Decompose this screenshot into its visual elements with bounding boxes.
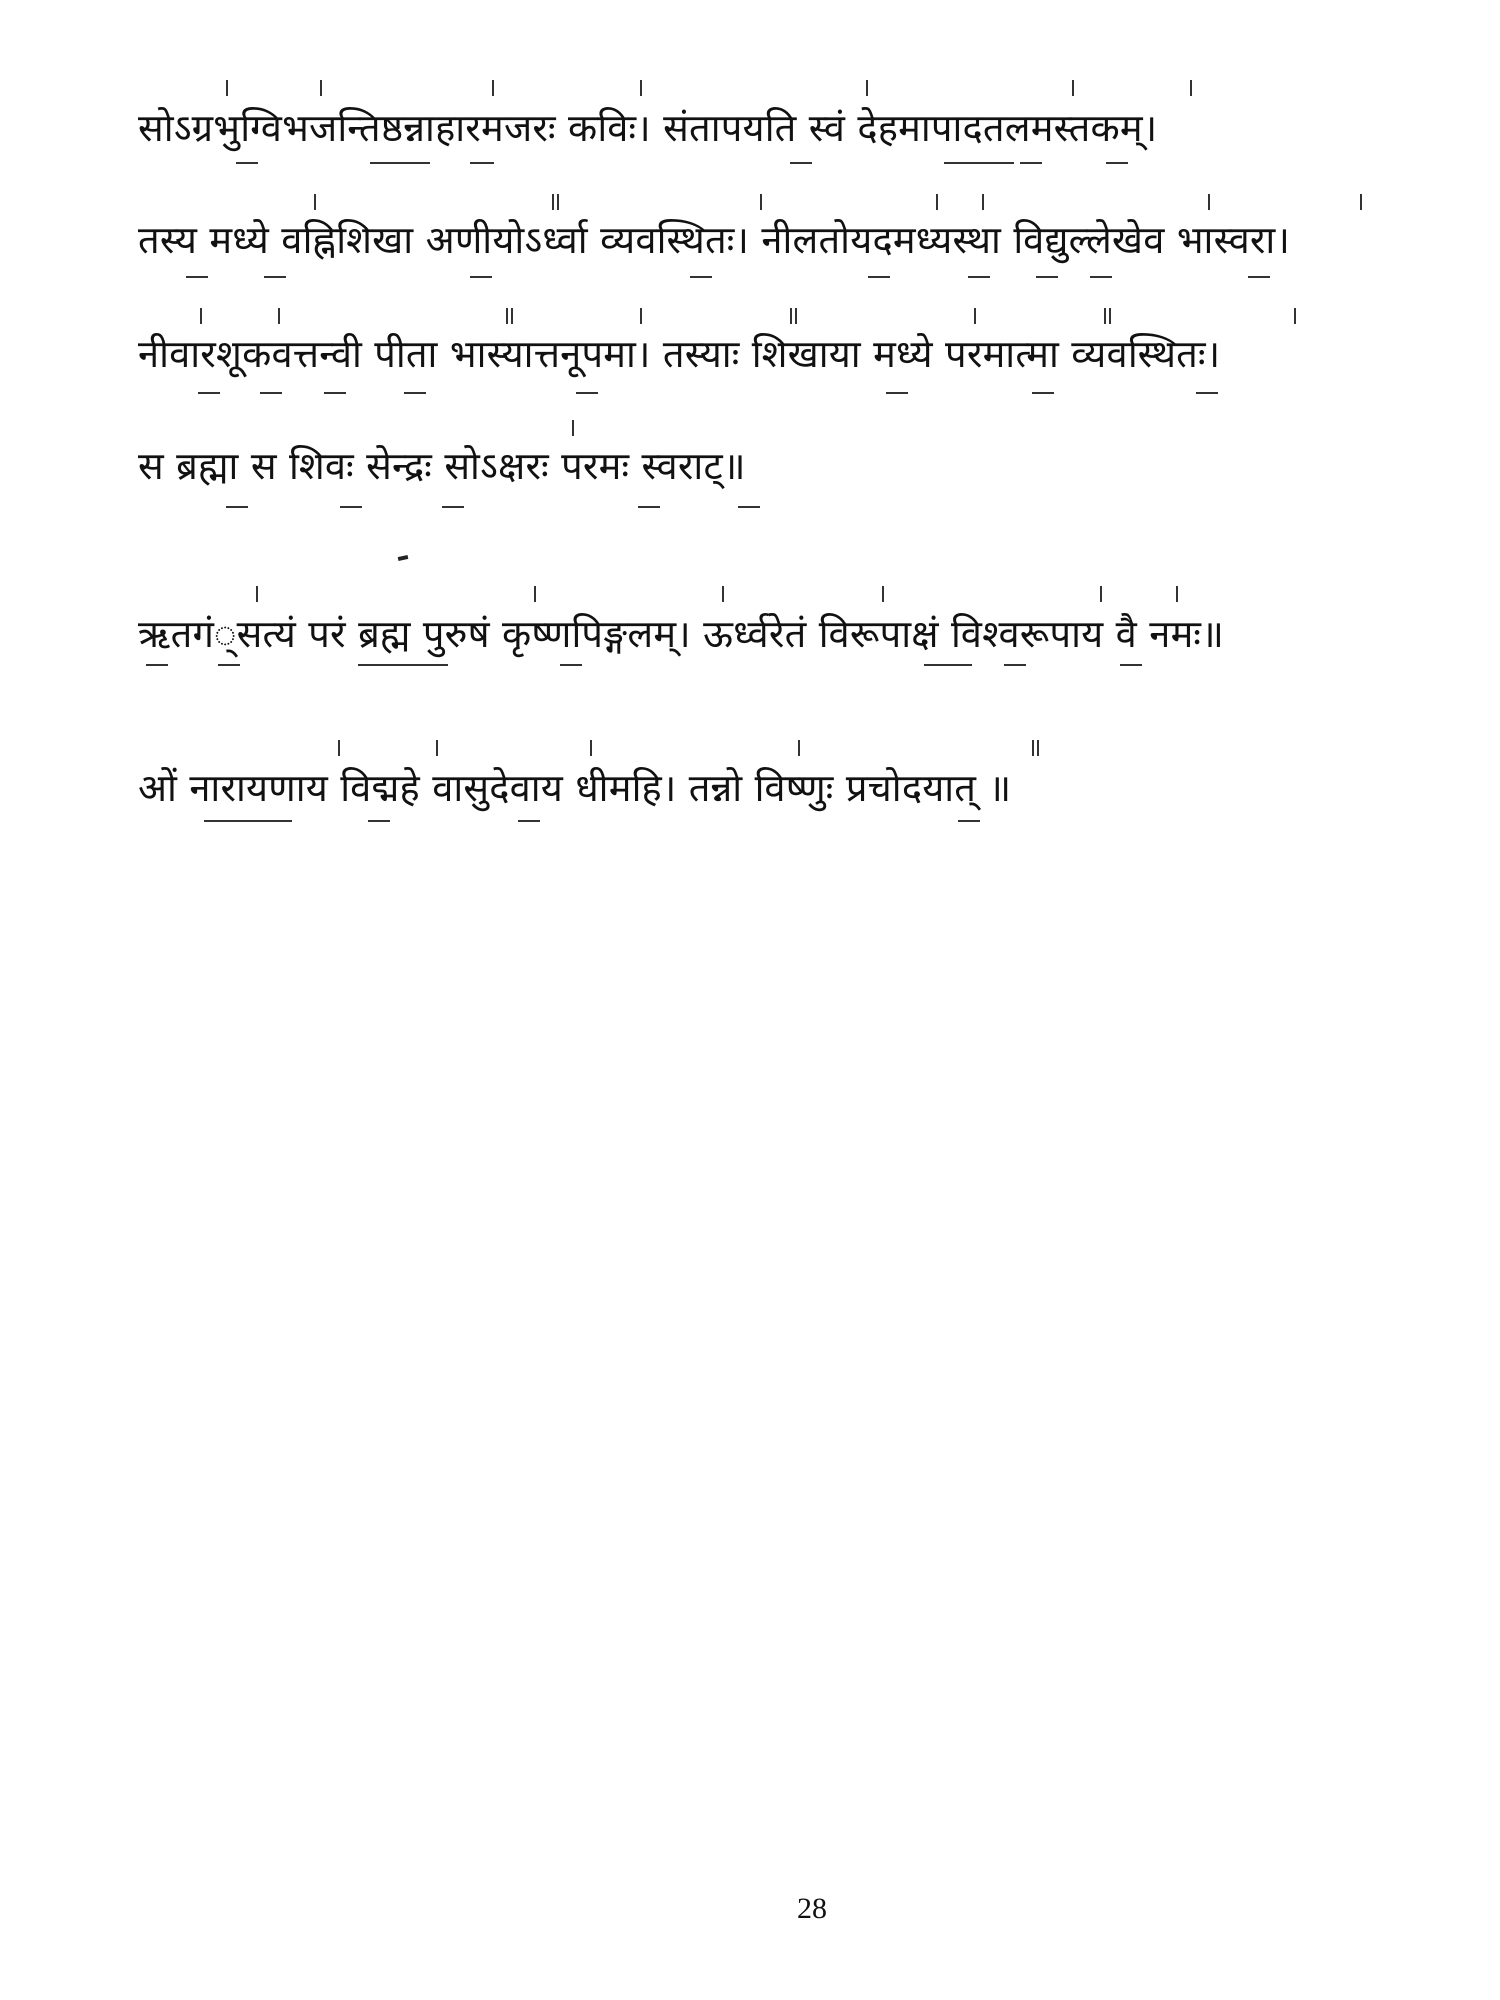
- anudatta-accent-mark: [218, 664, 240, 666]
- svarita-accent-mark: [866, 80, 868, 96]
- anudatta-accent-mark: [518, 820, 540, 822]
- anudatta-accent-mark: [1120, 664, 1142, 666]
- anudatta-accent-mark: [868, 276, 890, 278]
- anudatta-accent-mark: [738, 506, 760, 508]
- anudatta-accent-mark: [368, 820, 390, 822]
- svarita-accent-mark: [790, 308, 797, 324]
- svarita-accent-mark: [882, 586, 884, 602]
- svarita-accent-mark: [590, 740, 592, 756]
- svarita-accent-mark: [256, 586, 258, 602]
- svarita-accent-mark: [314, 194, 316, 210]
- svarita-accent-mark: [798, 740, 800, 756]
- anudatta-accent-mark: [1032, 392, 1054, 394]
- svarita-accent-mark: [320, 80, 322, 96]
- svarita-accent-mark: [338, 740, 340, 756]
- svarita-accent-mark: [436, 740, 438, 756]
- svarita-accent-mark: [982, 194, 984, 210]
- anudatta-accent-mark: [1090, 276, 1112, 278]
- verse-line-6: ओं नारायणाय विद्महे वासुदेवाय धीमहि। तन्नो विष्णुः प्रचोदयात् ॥: [138, 766, 1012, 810]
- svarita-accent-mark: [278, 308, 280, 324]
- anudatta-accent-mark: [560, 664, 582, 666]
- verse-line-3: नीवारशूकवत्तन्वी पीता भास्यात्तनूपमा। तस्याः शिखाया मध्ये परमात्मा व्यवस्थितः।: [138, 332, 1221, 376]
- anudatta-accent-mark: [690, 276, 712, 278]
- svarita-accent-mark: [1190, 80, 1192, 96]
- svarita-accent-mark: [640, 308, 642, 324]
- svarita-accent-mark: [722, 586, 724, 602]
- anudatta-accent-mark: [944, 162, 1014, 164]
- anudatta-accent-mark: [958, 820, 980, 822]
- anudatta-accent-mark: [1106, 162, 1128, 164]
- svarita-accent-mark: [1072, 80, 1074, 96]
- anudatta-accent-mark: [442, 506, 464, 508]
- anudatta-accent-mark: [1196, 392, 1218, 394]
- anudatta-accent-mark: [236, 162, 258, 164]
- anudatta-accent-mark: [358, 664, 448, 666]
- svarita-accent-mark: [936, 194, 938, 210]
- svarita-accent-mark: [1104, 308, 1111, 324]
- anudatta-accent-mark: [470, 162, 494, 164]
- svarita-accent-mark: [534, 586, 536, 602]
- svarita-accent-mark: [492, 80, 494, 96]
- svarita-accent-mark: [226, 80, 228, 96]
- anudatta-accent-mark: [260, 392, 282, 394]
- svarita-accent-mark: [506, 308, 513, 324]
- svarita-accent-mark: [640, 80, 642, 96]
- anudatta-accent-mark: [204, 820, 292, 822]
- anudatta-accent-mark: [576, 392, 598, 394]
- page-number: 28: [797, 1892, 827, 1925]
- anudatta-accent-mark: [404, 392, 426, 394]
- svarita-accent-mark: [552, 194, 559, 210]
- svarita-accent-mark: [1100, 586, 1102, 602]
- verse-line-2: तस्य मध्ये वह्निशिखा अणीयोऽर्ध्वा व्यवस्थितः। नीलतोयदमध्यस्था विद्युल्लेखेव भास्वरा।: [138, 218, 1291, 262]
- verse-line-4: स ब्रह्मा स शिवः सेन्द्रः सोऽक्षरः परमः स्वराट्॥: [138, 444, 746, 488]
- svarita-accent-mark: [1294, 308, 1296, 324]
- svarita-accent-mark: [760, 194, 762, 210]
- anudatta-accent-mark: [968, 276, 990, 278]
- anudatta-accent-mark: [370, 162, 430, 164]
- svarita-accent-mark: [974, 308, 976, 324]
- anudatta-accent-mark: [226, 506, 248, 508]
- anudatta-accent-mark: [924, 664, 972, 666]
- anudatta-accent-mark: [1248, 276, 1270, 278]
- anudatta-accent-mark: [1036, 276, 1058, 278]
- svarita-accent-mark: [1360, 194, 1362, 210]
- anudatta-accent-mark: [470, 276, 492, 278]
- anudatta-accent-mark: [886, 392, 908, 394]
- anudatta-accent-mark: [146, 664, 168, 666]
- anudatta-accent-mark: [340, 506, 362, 508]
- scan-speck: [398, 555, 409, 561]
- anudatta-accent-mark: [198, 392, 220, 394]
- svarita-accent-mark: [200, 308, 202, 324]
- anudatta-accent-mark: [1004, 664, 1026, 666]
- svarita-accent-mark: [572, 420, 574, 436]
- verse-line-5: ऋतगं्सत्यं परं ब्रह्म पुरुषं कृष्णपिङ्गलम्। ऊर्ध्वरेतं विरूपाक्षं विश्वरूपाय वै नमः॥: [138, 612, 1225, 656]
- anudatta-accent-mark: [790, 162, 812, 164]
- svarita-accent-mark: [1176, 586, 1178, 602]
- anudatta-accent-mark: [1020, 162, 1042, 164]
- anudatta-accent-mark: [186, 276, 208, 278]
- verse-line-1: सोऽग्रभुग्विभजन्तिष्ठन्नाहारमजरः कविः। संतापयति स्वं देहमापादतलमस्तकम्।: [138, 106, 1158, 150]
- svarita-accent-mark: [1032, 740, 1039, 756]
- anudatta-accent-mark: [324, 392, 346, 394]
- anudatta-accent-mark: [638, 506, 660, 508]
- anudatta-accent-mark: [264, 276, 286, 278]
- svarita-accent-mark: [1208, 194, 1210, 210]
